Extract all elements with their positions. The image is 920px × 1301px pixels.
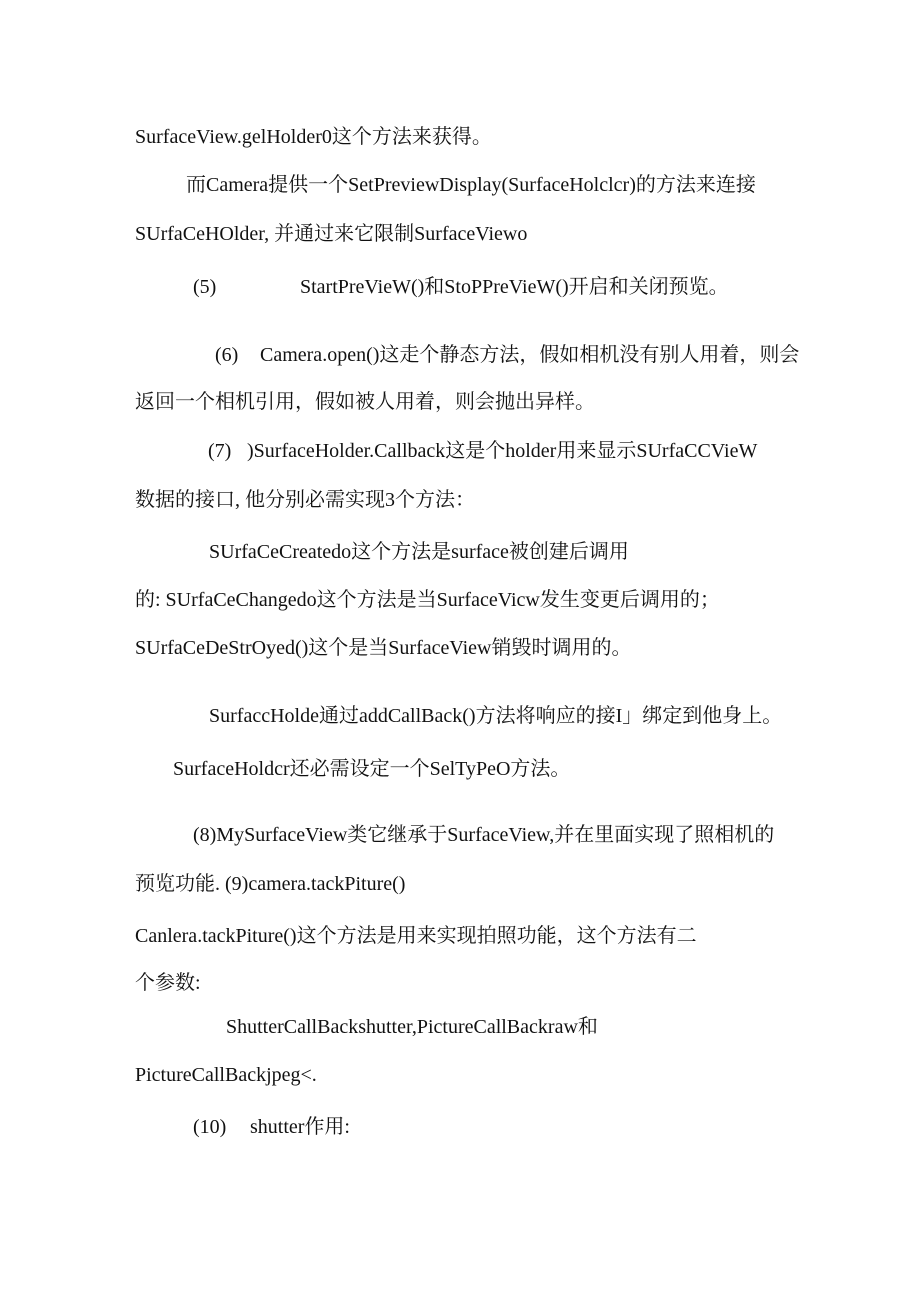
text-line: 预览功能. (9)camera.tackPiture() bbox=[135, 873, 406, 895]
item-number-10: (10) bbox=[193, 1116, 227, 1138]
text-line: 的: SUrfaCeChangedo这个方法是当SurfaceVicw发生变更后调用的； bbox=[135, 589, 720, 611]
text-line: PictureCallBackjpeg<. bbox=[135, 1064, 317, 1086]
text-line: shutter作用: bbox=[250, 1116, 350, 1138]
item-number-7: (7) bbox=[208, 440, 232, 462]
text-line: (8)MySurfaceView类它继承于SurfaceView,并在里面实现了照相机的 bbox=[193, 824, 775, 846]
text-line: 返回一个相机引用，假如被人用着，则会抛出异样。 bbox=[135, 391, 595, 413]
text-line: ShutterCallBackshutter,PictureCallBackraw和 bbox=[226, 1016, 598, 1038]
text-line: 数据的接口, 他分别必需实现3个方法： bbox=[135, 489, 475, 511]
text-line: 而Camera提供一个SetPreviewDisplay(SurfaceHolclcr)的方法来连接 bbox=[186, 174, 756, 196]
text-line: Canlera.tackPiture()这个方法是用来实现拍照功能，这个方法有二 bbox=[135, 925, 697, 947]
text-line: 个参数: bbox=[135, 972, 201, 994]
text-line: Camera.open()这走个静态方法，假如相机没有别人用着，则会 bbox=[260, 344, 800, 366]
text-line: StartPreVieW()和StoPPreVieW()开启和关闭预览。 bbox=[300, 276, 729, 298]
text-line: SUrfaCeCreatedo这个方法是surface被创建后调用 bbox=[209, 541, 629, 563]
text-line: )SurfaceHolder.Callback这是个holder用来显示SUrfaCCVieW bbox=[247, 440, 758, 462]
text-line: SurfaccHolde通过addCallBack()方法将响应的接I」绑定到他身上。 bbox=[209, 705, 783, 727]
text-line: SUrfaCeHOlder, 并通过来它限制SurfaceViewo bbox=[135, 223, 528, 245]
item-number-5: (5) bbox=[193, 276, 217, 298]
item-number-6: (6) bbox=[215, 344, 239, 366]
text-line: SurfaceView.gelHolder0这个方法来获得。 bbox=[135, 126, 492, 148]
text-line: SUrfaCeDeStrOyed()这个是当SurfaceView销毁时调用的。 bbox=[135, 637, 632, 659]
text-line: SurfaceHoldcr还必需设定一个SelTyPeO方法。 bbox=[173, 758, 571, 780]
